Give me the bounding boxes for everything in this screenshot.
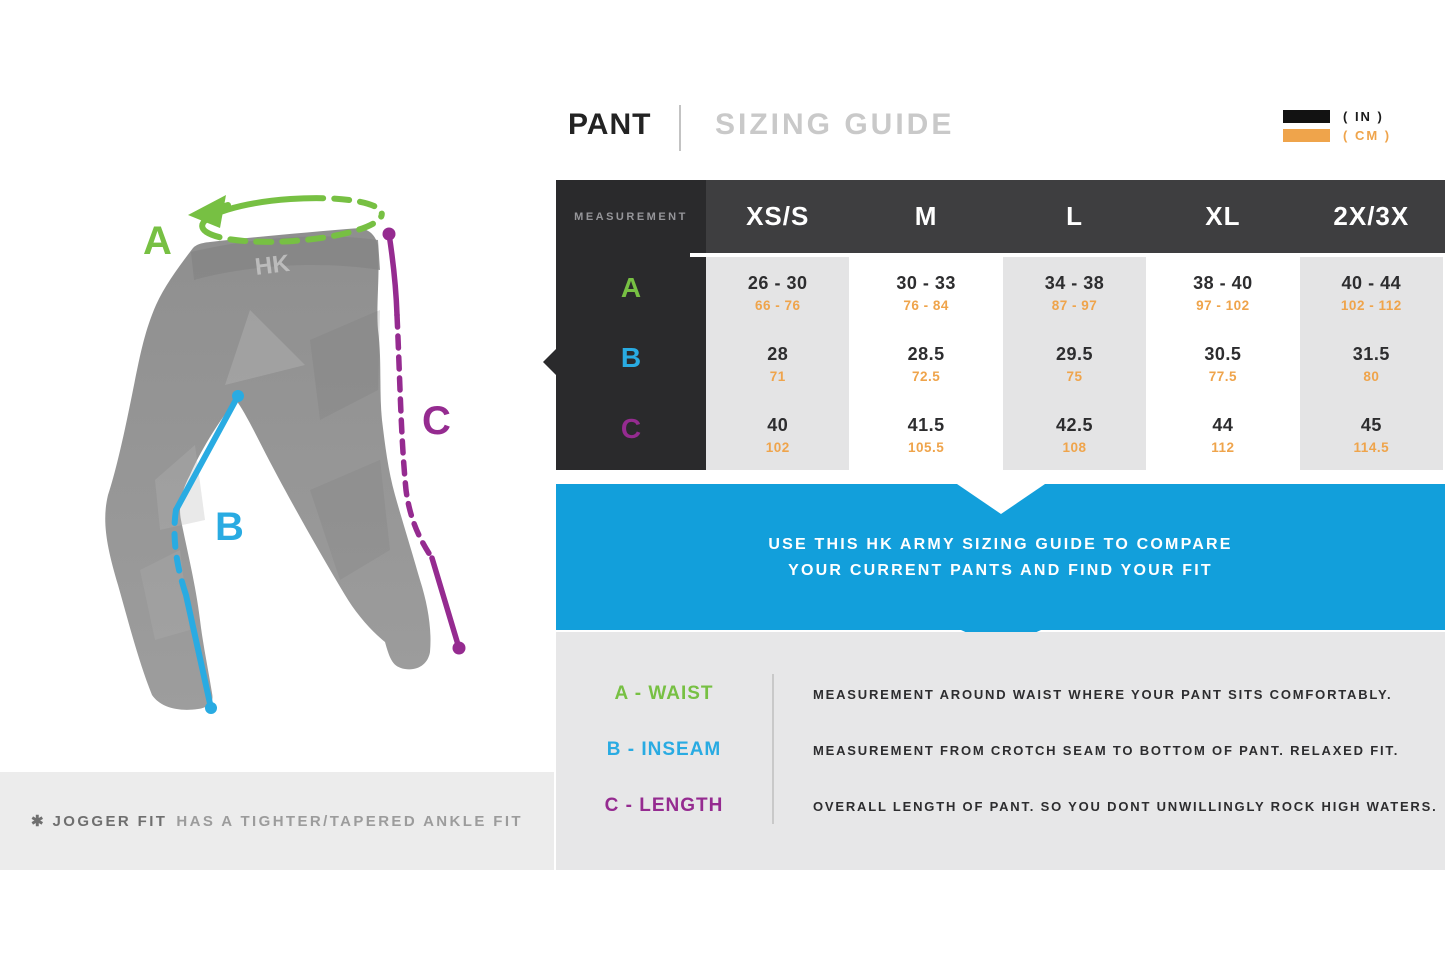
definition-key-inseam: B - INSEAM xyxy=(606,739,722,760)
arrow-left-icon xyxy=(188,195,226,228)
label-b: B xyxy=(215,505,244,549)
value-in: 29.5 xyxy=(1055,343,1094,364)
column-2x3x xyxy=(1300,257,1443,470)
value-cm: 87 - 97 xyxy=(1051,297,1098,313)
definition-key-waist: A - WAIST xyxy=(614,683,714,704)
notch-down-icon xyxy=(957,484,1045,514)
table-body xyxy=(706,257,1445,470)
value-cm: 105.5 xyxy=(907,439,945,455)
value-in: 28.5 xyxy=(907,343,945,364)
col-header-xss: XS/S xyxy=(746,201,810,231)
value-cm: 66 - 76 xyxy=(754,297,801,313)
cell-c-l xyxy=(1003,399,1146,470)
footnote-rest: HAS A TIGHTER/TAPERED ANKLE FIT xyxy=(176,812,523,830)
cell-a-xl xyxy=(1151,257,1294,328)
row-key-b: B xyxy=(620,342,642,373)
sizing-table xyxy=(556,180,1445,470)
info-banner xyxy=(556,484,1445,630)
cell-a-2x3x xyxy=(1300,257,1443,328)
cell-c-xl xyxy=(1151,399,1294,470)
definition-desc-length: OVERALL LENGTH OF PANT. SO YOU DONT UNWILLINGLY ROCK HIGH WATERS. xyxy=(813,798,1438,814)
inches-swatch-icon xyxy=(1283,110,1330,123)
definitions-panel xyxy=(556,632,1445,870)
value-in: 38 - 40 xyxy=(1193,272,1253,293)
col-header-l: L xyxy=(1066,201,1083,231)
value-cm: 75 xyxy=(1066,368,1083,384)
value-cm: 71 xyxy=(769,368,786,384)
pant-silhouette xyxy=(105,228,430,710)
pointer-left-icon xyxy=(543,349,556,375)
value-cm: 80 xyxy=(1363,368,1380,384)
definition-inseam xyxy=(556,737,1445,763)
cell-b-l xyxy=(1003,328,1146,399)
value-in: 41.5 xyxy=(907,414,945,435)
value-in: 40 xyxy=(767,414,789,435)
value-in: 34 - 38 xyxy=(1044,272,1105,293)
row-key-a: A xyxy=(620,272,642,303)
hk-logo-mark: HK xyxy=(253,249,292,281)
definition-waist xyxy=(556,681,1445,707)
value-cm: 77.5 xyxy=(1208,368,1238,384)
banner-text xyxy=(556,532,1445,584)
page-subtitle: SIZING GUIDE xyxy=(715,108,955,141)
page-title: PANT xyxy=(568,108,652,141)
cell-b-xl xyxy=(1151,328,1294,399)
legend-inches-row xyxy=(1283,108,1433,125)
value-in: 44 xyxy=(1212,414,1234,435)
length-solid-line-2 xyxy=(432,558,459,648)
value-cm: 102 xyxy=(765,439,790,455)
value-in: 42.5 xyxy=(1055,414,1094,435)
definition-length xyxy=(556,793,1445,819)
banner-line-1: USE THIS HK ARMY SIZING GUIDE TO COMPARE xyxy=(768,536,1233,553)
cell-b-m xyxy=(854,328,997,399)
footnote-bold: ✱ JOGGER FIT xyxy=(30,813,168,830)
col-header-m: M xyxy=(914,201,938,231)
units-legend xyxy=(1283,108,1433,146)
col-header-2x3x: 2X/3X xyxy=(1333,201,1410,231)
length-bottom-dot xyxy=(453,642,466,655)
value-cm: 72.5 xyxy=(911,368,941,384)
centimeters-label: ( CM ) xyxy=(1343,128,1392,143)
column-l xyxy=(1003,257,1146,470)
value-in: 45 xyxy=(1360,414,1382,435)
length-solid-line xyxy=(389,234,397,315)
column-m xyxy=(854,257,997,470)
label-c: C xyxy=(422,399,451,443)
row-key-c: C xyxy=(620,413,642,444)
column-xl xyxy=(1151,257,1294,470)
cell-a-m xyxy=(854,257,997,328)
definition-desc-inseam: MEASUREMENT FROM CROTCH SEAM TO BOTTOM OF PANT. RELAXED FIT. xyxy=(813,742,1400,758)
label-a: A xyxy=(143,219,172,263)
pant-diagram xyxy=(60,190,540,750)
value-in: 30.5 xyxy=(1204,343,1242,364)
value-cm: 102 - 112 xyxy=(1340,297,1402,313)
cell-b-2x3x xyxy=(1300,328,1443,399)
definition-key-length: C - LENGTH xyxy=(604,795,724,816)
value-cm: 76 - 84 xyxy=(903,297,949,313)
centimeters-swatch-icon xyxy=(1283,129,1330,142)
jogger-footnote xyxy=(0,772,554,870)
value-in: 30 - 33 xyxy=(896,272,956,293)
title-divider xyxy=(679,105,681,151)
cell-a-l xyxy=(1003,257,1146,328)
banner-line-2: YOUR CURRENT PANTS AND FIND YOUR FIT xyxy=(788,562,1213,579)
column-xss xyxy=(706,257,849,470)
cell-a-xss xyxy=(706,257,849,328)
cell-c-2x3x xyxy=(1300,399,1443,470)
value-cm: 108 xyxy=(1062,439,1087,455)
value-cm: 112 xyxy=(1211,439,1235,455)
inseam-bottom-dot xyxy=(205,702,217,714)
inches-label: ( IN ) xyxy=(1343,109,1384,124)
cell-c-m xyxy=(854,399,997,470)
value-in: 31.5 xyxy=(1352,343,1390,364)
table-header xyxy=(706,180,1445,253)
value-cm: 114.5 xyxy=(1353,439,1390,455)
col-header-xl: XL xyxy=(1205,201,1241,231)
cell-c-xss xyxy=(706,399,849,470)
value-in: 40 - 44 xyxy=(1341,272,1402,293)
measurement-column xyxy=(556,180,706,470)
definition-desc-waist: MEASUREMENT AROUND WAIST WHERE YOUR PANT SITS COMFORTABLY. xyxy=(813,686,1393,702)
legend-cm-row xyxy=(1283,127,1433,144)
value-cm: 97 - 102 xyxy=(1196,297,1250,313)
value-in: 26 - 30 xyxy=(747,272,808,293)
cell-b-xss xyxy=(706,328,849,399)
value-in: 28 xyxy=(767,343,789,364)
measurement-header: MEASUREMENT xyxy=(574,210,688,223)
